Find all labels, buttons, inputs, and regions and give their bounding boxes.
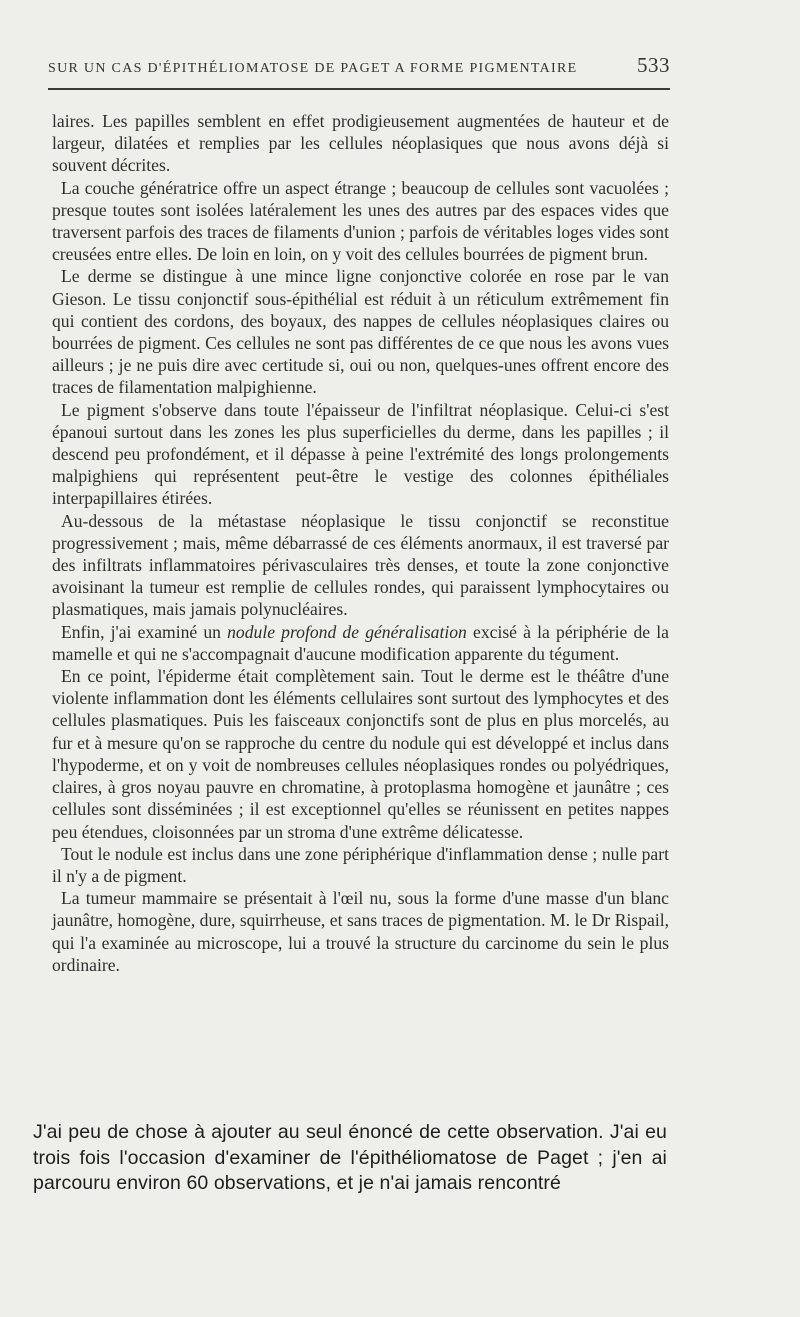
- page-number: 533: [637, 53, 670, 77]
- paragraph: [52, 621, 669, 665]
- paragraph-text: Enfin, j'ai examiné un: [61, 621, 228, 642]
- body-text: [52, 110, 669, 976]
- paragraph: La couche génératrice offre un aspect étrange ; beaucoup de cellules sont vacuolées ; presque toutes sont isolées latéralement les unes des autres par des espaces vides que traversent parfois des traces de filaments d'union ; parfois de véritables loges vides sont creusées entre elles. De loin en loin, on y voit des cellules bourrées de pigment brun.: [52, 177, 669, 265]
- header-rule: [48, 88, 670, 90]
- italic-phrase: nodule profond de généralisation: [227, 621, 467, 642]
- running-header: [48, 53, 670, 83]
- running-title: SUR UN CAS D'ÉPITHÉLIOMATOSE DE PAGET A FORME PIGMENTAIRE: [48, 61, 578, 76]
- paragraph: La tumeur mammaire se présentait à l'œil nu, sous la forme d'une masse d'un blanc jaunâtre, homogène, dure, squirrheuse, et sans traces de pigmentation. M. le Dr Rispail, qui l'a examinée au microscope, lui a trouvé la structure du carcinome du sein le plus ordinaire.: [52, 888, 669, 975]
- paragraph-text: excisé à la périphérie de la mamelle et qui ne s'accompagnait d'aucune modification apparente du tégument.: [52, 621, 669, 664]
- paragraph: Le derme se distingue à une mince ligne conjonctive colorée en rose par le van Gieson. Le tissu conjonctif sous-épithélial est réduit à un réticulum extrêmement fin qui contient des cordons, des boyaux, des nappes de cellules néoplasiques claires ou bourrées de pigment. Ces cellules ne sont pas différentes de ce que nous les avons vues ailleurs ; je ne puis dire avec certitude si, oui ou non, quelques-unes offrent encore des traces de filamentation malpighienne.: [52, 266, 669, 398]
- large-type-text: [33, 1120, 667, 1197]
- paragraph: Au-dessous de la métastase néoplasique le tissu conjonctif se reconstitue progressivement ; mais, même débarrassé de ces éléments anormaux, il est traversé par des infiltrats inflammatoires périvasculaires très denses, et toute la zone conjonctive avoisinant la tumeur est remplie de cellules rondes, qui paraissent lymphocytaires ou plasmatiques, mais jamais polynucléaires.: [52, 510, 669, 620]
- paragraph: J'ai peu de chose à ajouter au seul énoncé de cette observation. J'ai eu trois fois l'occasion d'examiner de l'épithéliomatose de Paget ; j'en ai parcouru environ 60 observations, et je n'ai jamais rencontré: [33, 1121, 667, 1194]
- paragraph: laires. Les papilles semblent en effet prodigieusement augmentées de hauteur et de largeur, dilatées et remplies par les cellules néoplasiques que nous avons déjà si souvent décrites.: [52, 111, 669, 176]
- paragraph: Le pigment s'observe dans toute l'épaisseur de l'infiltrat néoplasique. Celui-ci s'est épanoui surtout dans les zones les plus superficielles du derme, dans les papilles ; il descend peu profondément, et il dépasse à peine l'extrémité des longs prolongements malpighiens qui représentent peut-être le vestige des colonnes épithéliales interpapillaires étirées.: [52, 399, 669, 509]
- paragraph: En ce point, l'épiderme était complètement sain. Tout le derme est le théâtre d'une violente inflammation dont les éléments cellulaires sont surtout des lymphocytes et des cellules plasmatiques. Puis les faisceaux conjonctifs sont de plus en plus morcelés, au fur et à mesure qu'on se rapproche du centre du nodule qui est développé et inclus dans l'hypoderme, et on y voit de nombreuses cellules néoplasiques rondes ou polyédriques, claires, à gros noyau pauvre en chromatine, à protoplasma homogène et jaunâtre ; ces cellules sont disséminées ; il est exceptionnel qu'elles se réunissent en petites nappes peu étendues, cloisonnées par un stroma d'une extrême délicatesse.: [52, 666, 669, 842]
- paragraph: Tout le nodule est inclus dans une zone périphérique d'inflammation dense ; nulle part il n'y a de pigment.: [52, 843, 669, 886]
